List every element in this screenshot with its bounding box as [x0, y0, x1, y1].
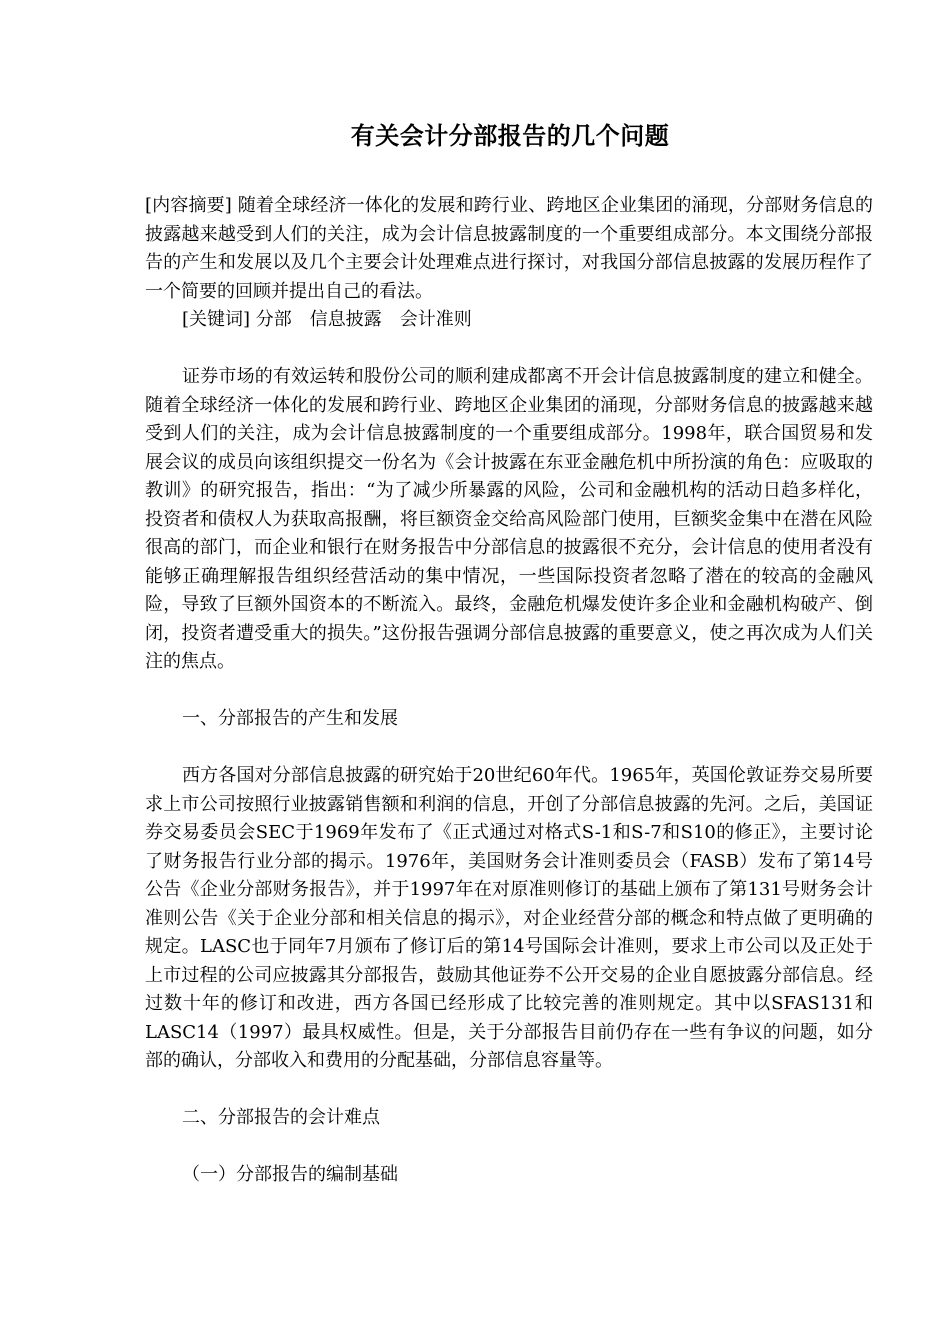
abstract-paragraph: [内容摘要] 随着全球经济一体化的发展和跨行业、跨地区企业集团的涌现，分部财务信息的披露越来越受到人们的关注，成为会计信息披露制度的一个重要组成部分。本文围绕分部报告的产生和发展以及几个主要会计处理难点进行探讨，对我国分部信息披露的发展历程作了一个简要的回顾并提出自己的看法。	[145, 195, 873, 302]
document-body	[145, 192, 873, 1190]
spacer	[145, 1076, 873, 1105]
spacer	[145, 1133, 873, 1162]
section-heading-2: 二、分部报告的会计难点	[182, 1107, 380, 1128]
spacer	[145, 335, 873, 364]
subsection-heading-1: （一）分部报告的编制基础	[182, 1164, 398, 1185]
section-heading-1: 一、分部报告的产生和发展	[182, 708, 398, 729]
keywords-line: [关键词] 分部 信息披露 会计准则	[182, 309, 472, 330]
spacer	[145, 677, 873, 706]
document-title: 有关会计分部报告的几个问题	[350, 121, 670, 150]
body-paragraph-intro: 证券市场的有效运转和股份公司的顺利建成都离不开会计信息披露制度的建立和健全。随着全球经济一体化的发展和跨行业、跨地区企业集团的涌现，分部财务信息的披露越来越受到人们的关注，成为会计信息披露制度的一个重要组成部分。1998年，联合国贸易和发展会议的成员向该组织提交一份名为《会计披露在东亚金融危机中所扮演的角色：应吸取的教训》的研究报告，指出：“为了减少所暴露的风险，公司和金融机构的活动日趋多样化，投资者和债权人为获取高报酬，将巨额资金交给高风险部门使用，巨额奖金集中在潜在风险很高的部门，而企业和银行在财务报告中分部信息的披露很不充分，会计信息的使用者没有能够正确理解报告组织经营活动的集中情况，一些国际投资者忽略了潜在的较高的金融风险，导致了巨额外国资本的不断流入。最终，金融危机爆发使许多企业和金融机构破产、倒闭，投资者遭受重大的损失。”这份报告强调分部信息披露的重要意义，使之再次成为人们关注的焦点。	[145, 366, 873, 672]
spacer	[145, 734, 873, 763]
body-paragraph-history: 西方各国对分部信息披露的研究始于20世纪60年代。1965年，英国伦敦证券交易所要求上市公司按照行业披露销售额和利润的信息，开创了分部信息披露的先河。之后，美国证券交易委员会SEC于1969年发布了《正式通过对格式S-1和S-7和S10的修正》，主要讨论了财务报告行业分部的揭示。1976年，美国财务会计准则委员会（FASB）发布了第14号公告《企业分部财务报告》，并于1997年在对原准则修订的基础上颁布了第131号财务会计准则公告《关于企业分部和相关信息的揭示》，对企业经营分部的概念和特点做了更明确的规定。LASC也于同年7月颁布了修订后的第14号国际会计准则，要求上市公司以及正处于上市过程的公司应披露其分部报告，鼓励其他证券不公开交易的企业自愿披露分部信息。经过数十年的修订和改进，西方各国已经形成了比较完善的准则规定。其中以SFAS131和LASC14（1997）最具权威性。但是，关于分部报告目前仍存在一些有争议的问题，如分部的确认，分部收入和费用的分配基础，分部信息容量等。	[145, 765, 873, 1071]
